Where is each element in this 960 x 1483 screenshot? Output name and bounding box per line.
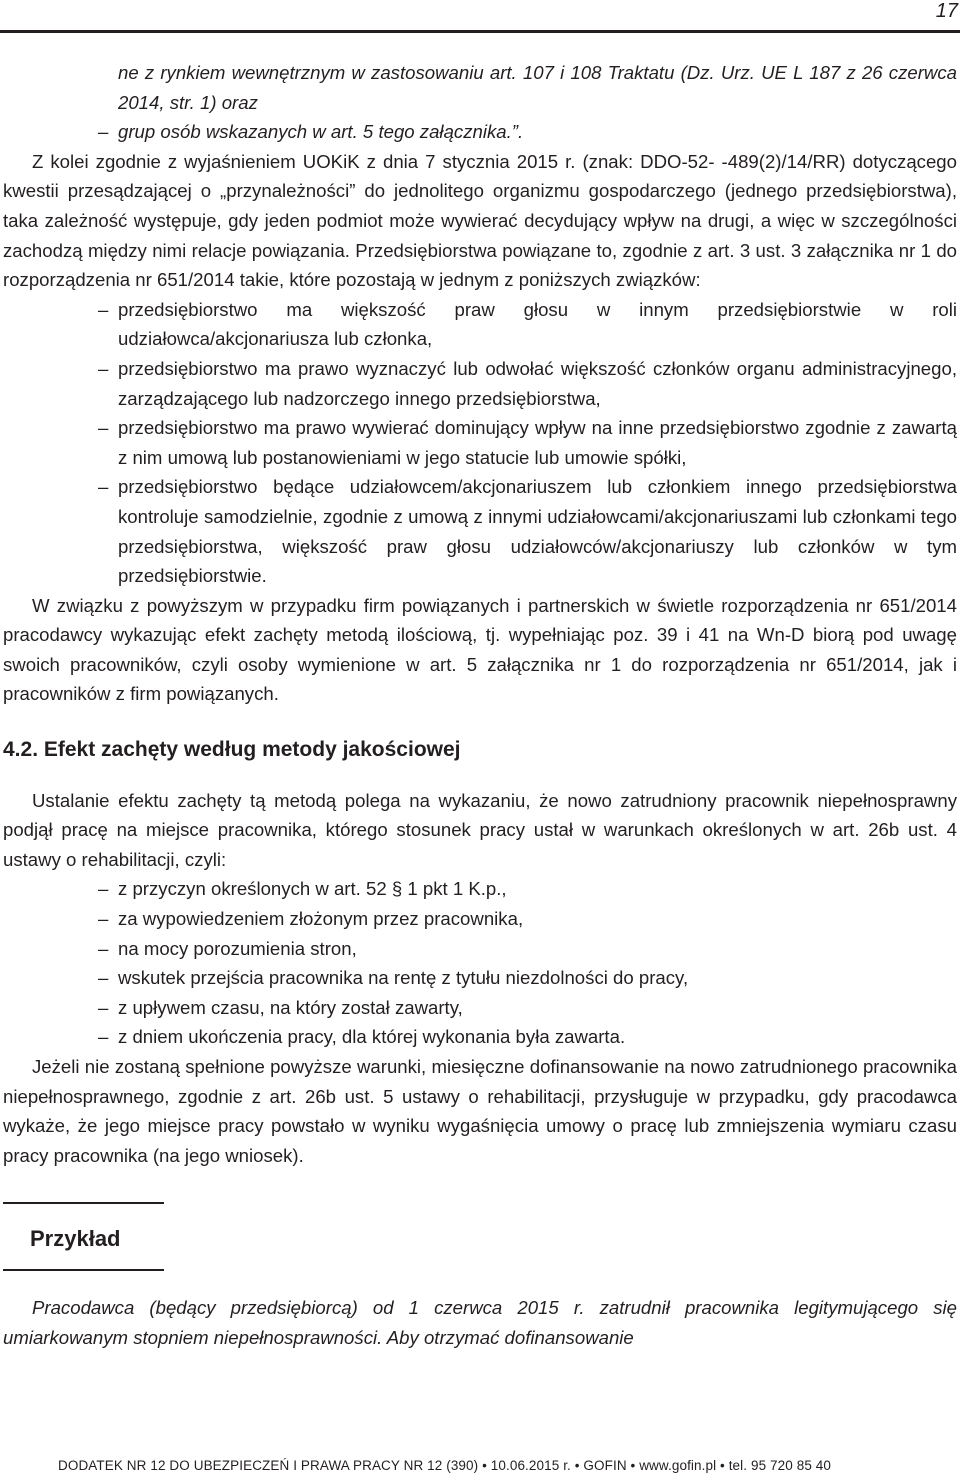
intro-line-1: ne z rynkiem wewnętrznym w zastosowaniu art. 107 i 108 Traktatu (Dz. Urz. UE L 187 z 26 czerwca 2014, str. 1) oraz	[118, 62, 957, 113]
list-item-text: z upływem czasu, na który został zawarty,	[118, 996, 463, 1018]
example-title: Przykład	[30, 1225, 121, 1251]
intro-list	[3, 117, 957, 147]
list-item-text: na mocy porozumienia stron,	[118, 937, 357, 959]
list-item	[3, 1022, 957, 1052]
linked-enterprises-list	[3, 295, 957, 591]
list-item-text: przedsiębiorstwo będące udziałowcem/akcjonariuszem lub członkiem innego przedsiębiorstwa kontroluje samodzielnie, zgodnie z umową z innymi udziałowcami/akcjonariuszami lub członkami tego przedsiębiorstwa, większość praw głosu udziałowców/akcjonariuszy lub członków w tym przedsiębiorstwie.	[118, 476, 957, 587]
intro-list-item	[3, 117, 957, 147]
paragraph-alternative: Jeżeli nie zostaną spełnione powyższe warunki, miesięczne dofinansowanie na nowo zatrudnionego pracownika niepełnosprawnego, zgodnie z art. 26b ust. 5 ustawy o rehabilitacji, przysługuje w przypadku, gdy pracodawca wykaże, że jego miejsce pracy powstało w wyniku wygaśnięcia umowy o pracę lub zmniejszenia wymiaru czasu pracy pracownika (na jego wniosek).	[3, 1056, 957, 1166]
list-item	[3, 472, 957, 590]
dash-glyph: –	[98, 298, 109, 320]
list-item	[3, 934, 957, 964]
dash-glyph: –	[98, 417, 109, 439]
dash-glyph: –	[98, 967, 109, 989]
section-heading: 4.2. Efekt zachęty według metody jakościowej	[3, 738, 461, 762]
list-item	[3, 354, 957, 413]
list-item-text: wskutek przejścia pracownika na rentę z tytułu niezdolności do pracy,	[118, 967, 689, 989]
page-content	[3, 58, 957, 1352]
dash-glyph: –	[98, 476, 109, 498]
list-item-text: z przyczyn określonych w art. 52 § 1 pkt 1 K.p.,	[118, 878, 507, 900]
dash-glyph: –	[98, 908, 109, 930]
paragraph-uokik: Z kolei zgodnie z wyjaśnieniem UOKiK z dnia 7 stycznia 2015 r. (znak: DDO-52- -489(2)/14/RR) dotyczącego kwestii przesądzającej o „przynależności” do jednolitego organizmu gospodarczego (jednego przedsiębiorstwa), taka zależność występuje, gdy jeden podmiot może wywierać decydujący wpływ na drugi, a więc w szczególności zachodzą między nimi relacje powiązania. Przedsiębiorstwa powiązane to, zgodnie z art. 3 ust. 3 załącznika nr 1 do rozporządzenia nr 651/2014 takie, które pozostają w jednym z poniższych związków:	[3, 150, 957, 291]
dash-glyph: –	[98, 357, 109, 379]
list-item	[3, 993, 957, 1023]
page-number: 17	[935, 0, 958, 22]
list-item-text: przedsiębiorstwo ma większość praw głosu w innym przedsiębiorstwie w roli udziałowca/akcjonariusza lub członka,	[118, 298, 957, 350]
list-item-text: przedsiębiorstwo ma prawo wywierać dominujący wpływ na inne przedsiębiorstwo zgodnie z zawartą z nim umową lub postanowieniami w jego statucie lub umowie spółki,	[118, 417, 957, 468]
list-item	[3, 874, 957, 904]
dash-glyph: –	[98, 1026, 109, 1048]
termination-reasons-list	[3, 874, 957, 1052]
dash-glyph: –	[98, 878, 109, 900]
list-item	[3, 904, 957, 934]
footer: DODATEK NR 12 DO UBEZPIECZEŃ I PRAWA PRACY NR 12 (390) • 10.06.2015 r. • GOFIN • www.gofin.pl • tel. 95 720 85 40	[58, 1458, 831, 1473]
list-item	[3, 413, 957, 472]
list-item-text: przedsiębiorstwo ma prawo wyznaczyć lub odwołać większość członków organu administracyjnego, zarządzającego lub nadzorczego innego przedsiębiorstwa,	[118, 357, 957, 409]
list-item-text: za wypowiedzeniem złożonym przez pracownika,	[118, 908, 524, 930]
paragraph-conclusion: W związku z powyższym w przypadku firm powiązanych i partnerskich w świetle rozporządzenia nr 651/2014 pracodawcy wykazując efekt zachęty metodą ilościową, tj. wypełniając poz. 39 i 41 na Wn-D biorą pod uwagę swoich pracowników, czyli osoby wymienione w art. 5 załącznika nr 1 do rozporządzenia nr 651/2014, jak i pracowników z firm powiązanych.	[3, 594, 957, 705]
list-item-text: z dniem ukończenia pracy, dla której wykonania była zawarta.	[118, 1026, 626, 1048]
intro-list-item-text: grup osób wskazanych w art. 5 tego załącznika.”.	[118, 121, 524, 143]
top-rule	[0, 30, 960, 33]
dash-glyph: –	[98, 996, 109, 1018]
dash-glyph: –	[98, 937, 109, 959]
dash-glyph: –	[98, 121, 109, 143]
example-text: Pracodawca (będący przedsiębiorcą) od 1 czerwca 2015 r. zatrudnił pracownika legitymującego się umiarkowanym stopniem niepełnosprawności. Aby otrzymać dofinansowanie	[3, 1296, 957, 1348]
list-item	[3, 963, 957, 993]
list-item	[3, 295, 957, 354]
paragraph-qualitative: Ustalanie efektu zachęty tą metodą polega na wykazaniu, że nowo zatrudniony pracownik niepełnosprawny podjął pracę na miejsce pracownika, którego stosunek pracy ustał w warunkach określonych w art. 26b ust. 4 ustawy o rehabilitacji, czyli:	[3, 789, 957, 870]
